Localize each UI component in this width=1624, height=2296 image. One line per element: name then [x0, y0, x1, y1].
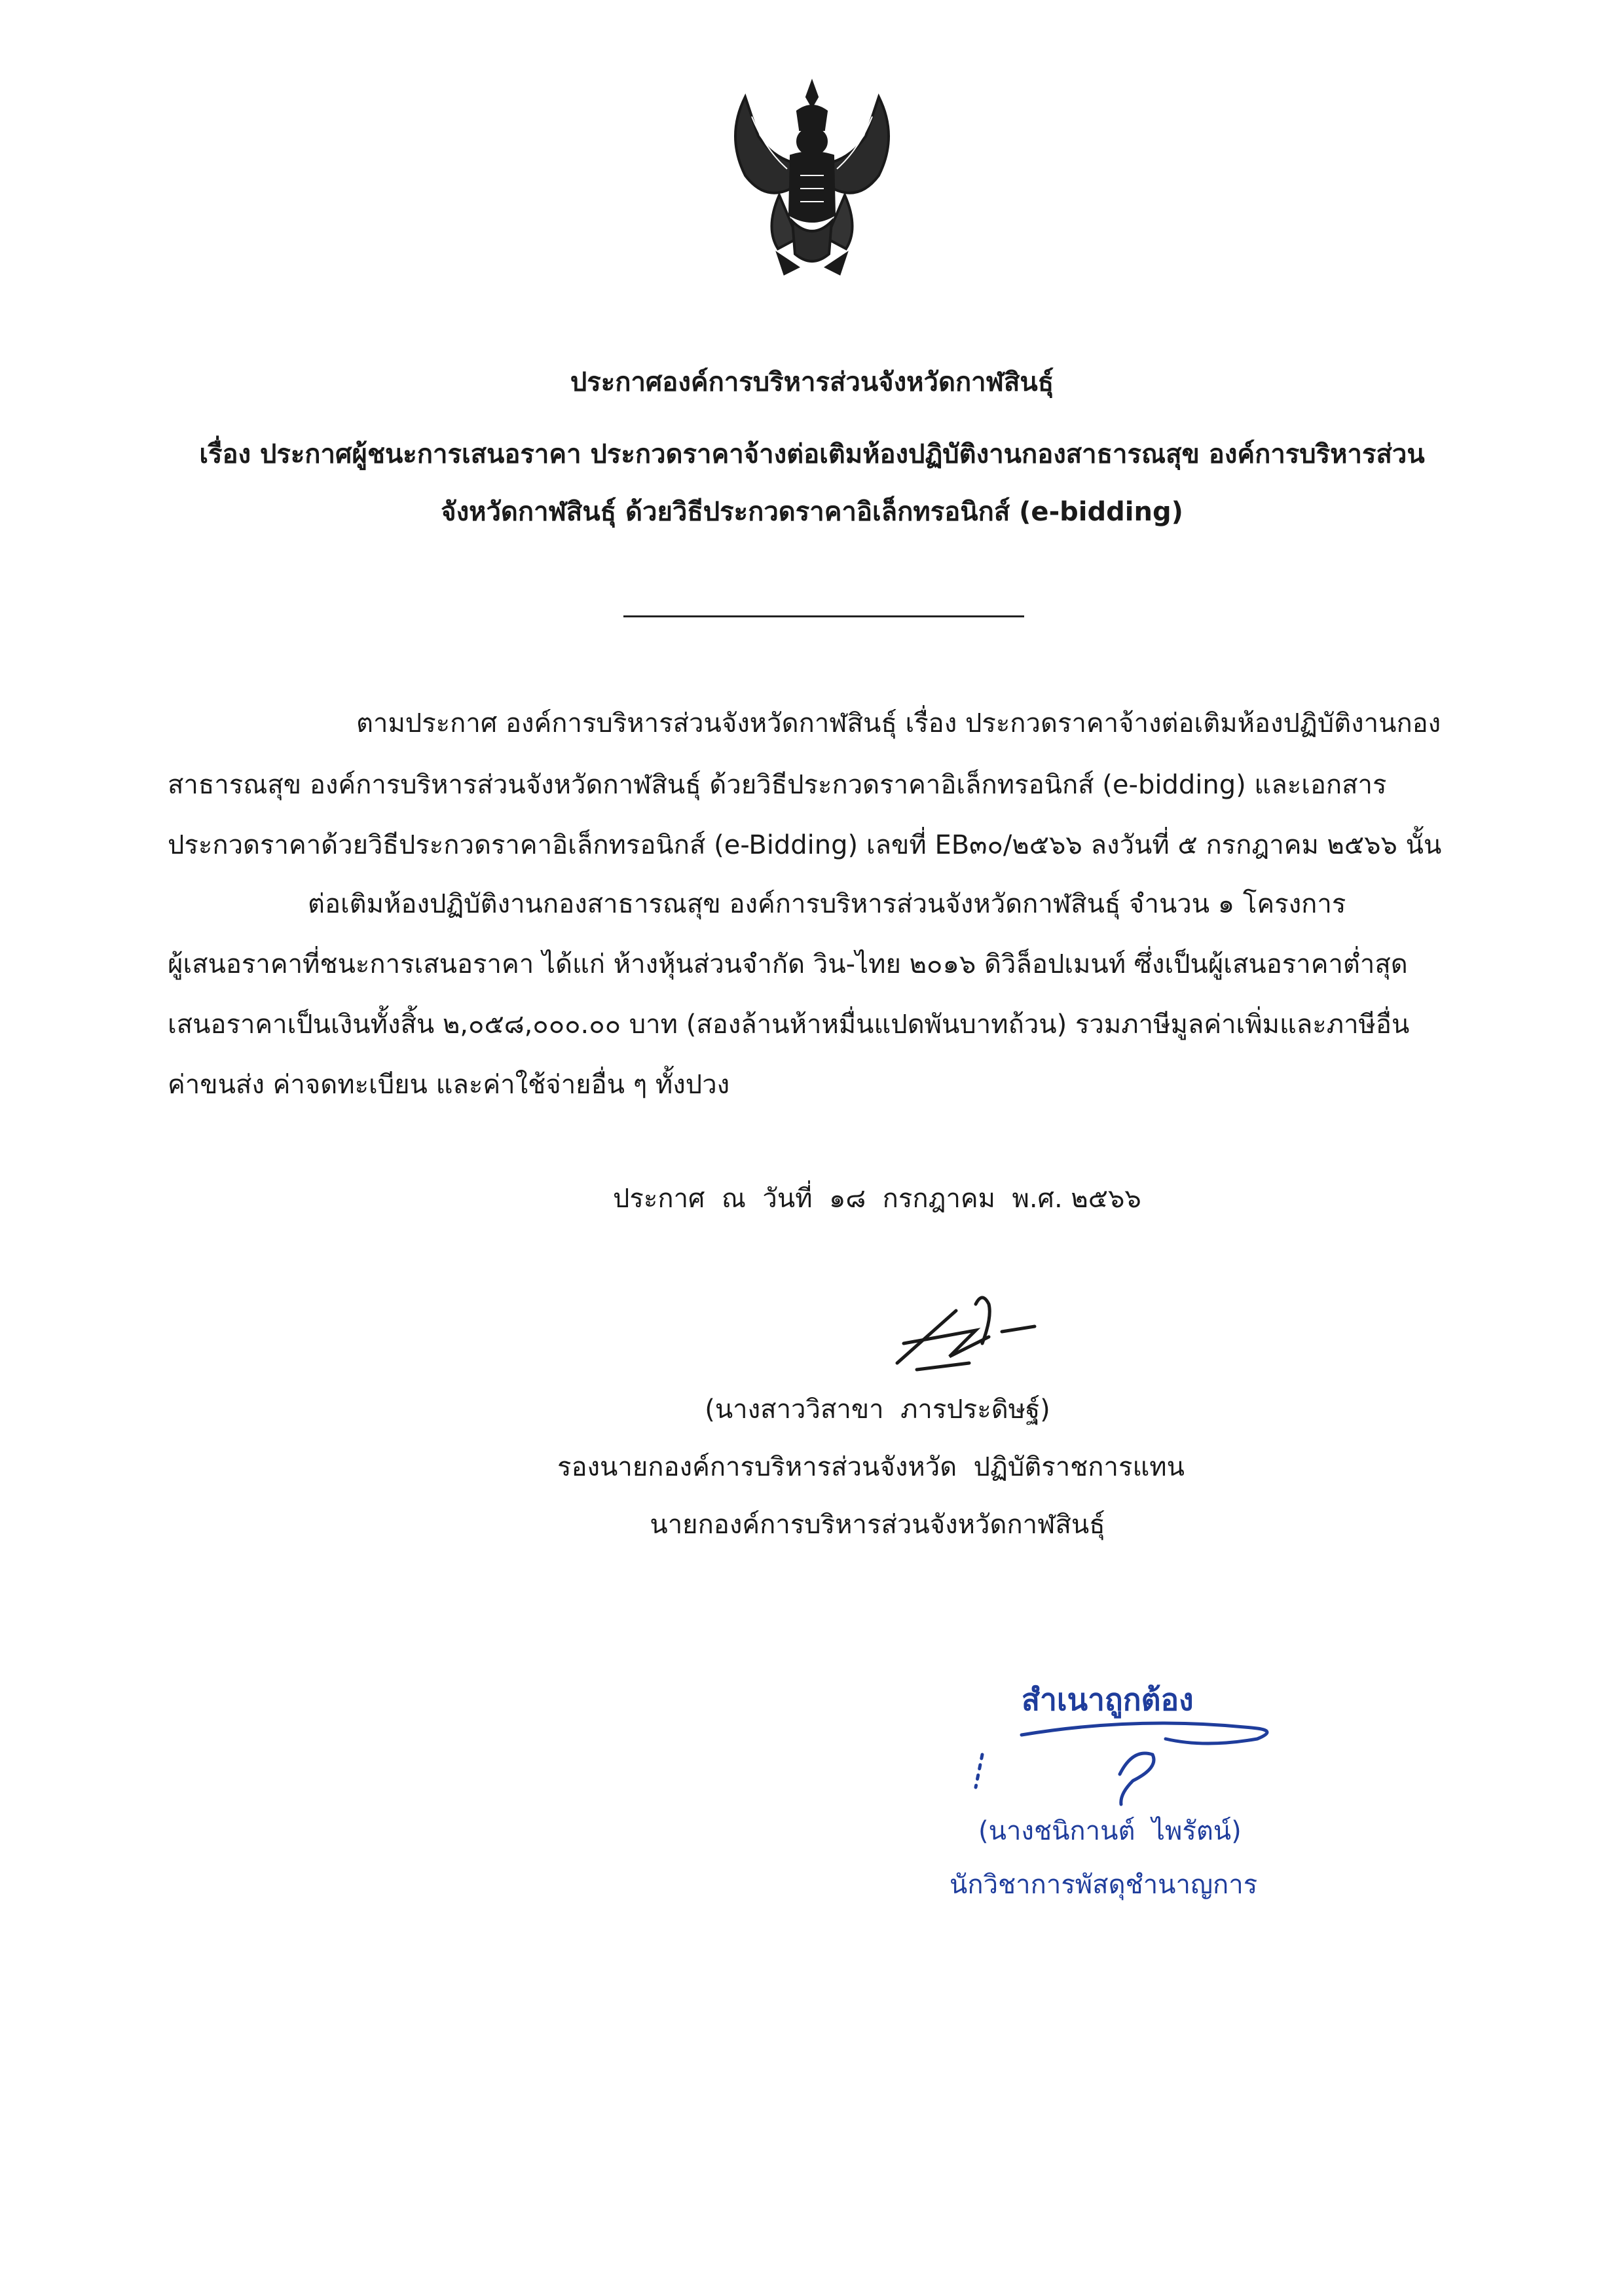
- signer-organization: นายกองค์การบริหารส่วนจังหวัดกาฬสินธุ์: [650, 1510, 1105, 1540]
- body-line: ค่าขนส่ง ค่าจดทะเบียน และค่าใช้จ่ายอื่น ๆ ทั้งปวง: [168, 1070, 730, 1100]
- certifier-name: (นางชนิกานต์ ไพรัตน์): [978, 1816, 1242, 1846]
- announcement-date: ประกาศ ณ วันที่ ๑๘ กรกฎาคม พ.ศ. ๒๕๖๖: [613, 1184, 1141, 1214]
- certifier-position: นักวิชาการพัสดุชำนาญการ: [950, 1870, 1258, 1900]
- body-line: ตามประกาศ องค์การบริหารส่วนจังหวัดกาฬสินธุ์ เรื่อง ประกวดราคาจ้างต่อเติมห้องปฏิบัติงานกอง: [356, 708, 1441, 738]
- body-line: ผู้เสนอราคาที่ชนะการเสนอราคา ได้แก่ ห้างหุ้นส่วนจำกัด วิน-ไทย ๒๐๑๖ ดิวิล็อปเมนท์ ซึ่งเป็นผู้เสนอราคาต่ำสุด: [168, 949, 1408, 979]
- certified-copy-stamp: สำเนาถูกต้อง: [1022, 1682, 1194, 1717]
- announcement-title: ประกาศองค์การบริหารส่วนจังหวัดกาฬสินธุ์: [570, 367, 1054, 397]
- body-line: เสนอราคาเป็นเงินทั้งสิ้น ๒,๐๕๘,๐๐๐.๐๐ บาท (สองล้านห้าหมื่นแปดพันบาทถ้วน) รวมภาษีมูลค่าเพิ่มและภาษีอื่น: [168, 1010, 1410, 1040]
- signer-name: (นางสาววิสาขา ภารประดิษฐ์): [705, 1394, 1050, 1425]
- body-line: ต่อเติมห้องปฏิบัติงานกองสาธารณสุข องค์การบริหารส่วนจังหวัดกาฬสินธุ์ จำนวน ๑ โครงการ: [308, 889, 1346, 919]
- body-line: ประกวดราคาด้วยวิธีประกวดราคาอิเล็กทรอนิกส์ (e-Bidding) เลขที่ EB๓๐/๒๕๖๖ ลงวันที่ ๕ กรกฎาคม ๒๕๖๖ นั้น: [168, 830, 1442, 860]
- garuda-emblem: [719, 77, 905, 280]
- body-line: สาธารณสุข องค์การบริหารส่วนจังหวัดกาฬสินธุ์ ด้วยวิธีประกวดราคาอิเล็กทรอนิกส์ (e-bidding) และเอกสาร: [168, 770, 1387, 800]
- announcement-subject-line1: เรื่อง ประกาศผู้ชนะการเสนอราคา ประกวดราคาจ้างต่อเติมห้องปฏิบัติงานกองสาธารณสุข องค์การบริหารส่วน: [199, 439, 1425, 469]
- signer-position: รองนายกองค์การบริหารส่วนจังหวัด ปฏิบัติราชการแทน: [557, 1452, 1185, 1482]
- signature-image: [877, 1285, 1048, 1383]
- announcement-subject-line2: จังหวัดกาฬสินธุ์ ด้วยวิธีประกวดราคาอิเล็กทรอนิกส์ (e-bidding): [441, 497, 1183, 527]
- title-divider: [623, 615, 1024, 617]
